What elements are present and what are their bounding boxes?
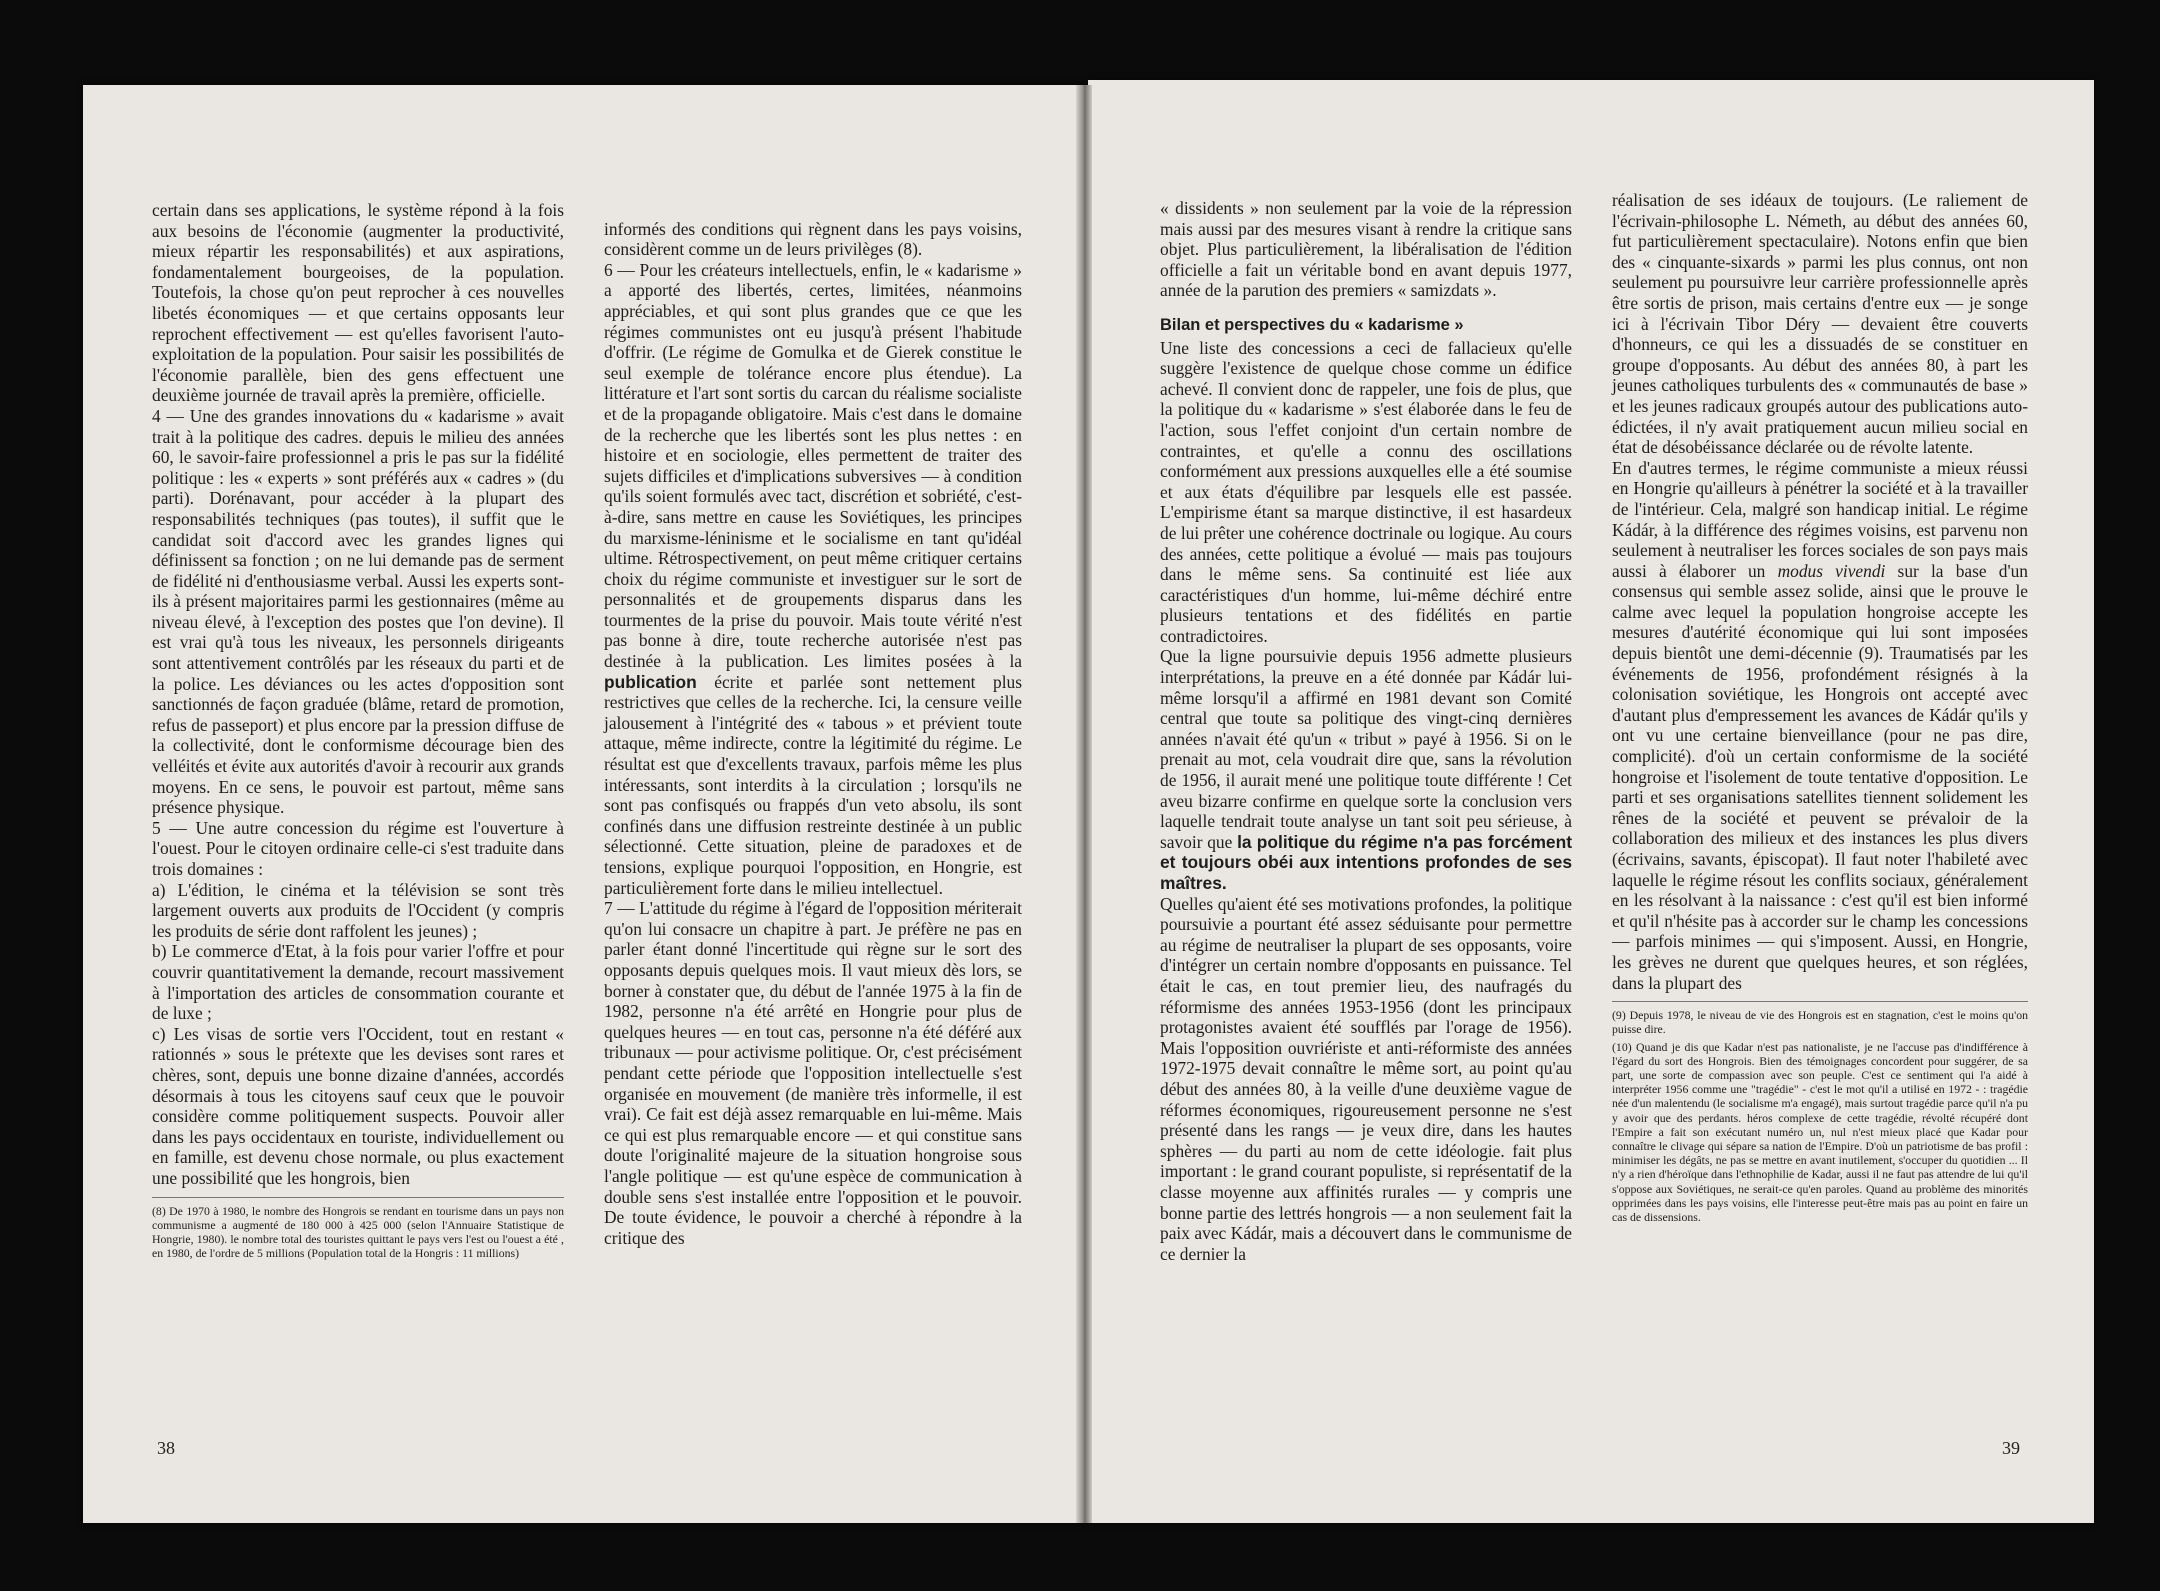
footnote: (9) Depuis 1978, le niveau de vie des Hongrois est en stagnation, c'est le moins qu'on puisse dire. [1612, 1008, 2028, 1037]
footnotes [152, 1197, 564, 1261]
book-gutter [1076, 85, 1092, 1523]
paragraph: c) Les visas de sortie vers l'Occident, tout en restant « rationnés » sous le prétexte que les devises sont rares et chères, sont, depuis une bonne dizaine d'années, accordés désormais à tous les citoyens sauf ceux que le pouvoir considère comme politiquement suspects. Pouvoir aller dans les pays occidentaux en touriste, individuellement ou en famille, est devenu chose normale, ou plus exactement une possibilité que les hongrois, bien [152, 1023, 564, 1188]
text-run: sur la base d'un consensus qui semble assez solide, ainsi que le prouve le calme avec lequel la population hongroise accepte les mesures d'autérité économique qui lui sont imposées depuis bientôt une demi-décennie (9). Traumatisés par les événements de 1956, profondément résignés à la colonisation soviétique, les Hongrois ont accepté avec d'autant plus d'empressement les avances de Kádár qu'ils y ont vu une certaine bienveillance (pour ne pas dire, complicité). d'où un certain conformisme de la société hongroise et l'isolement de toute tentative d'opposition. Le parti et ses organisations satellites tiennent solidement les rênes de la société et peuvent se prévaloir de la collaboration des milieux et des instances les plus divers (écrivains, savants, épiscopat). Il faut noter l'habileté avec laquelle le régime résout les conflits sociaux, généralement en les résolvant à la naissance : c'est qu'il est bien informé et qu'il n'hésite pas à accorder sur le champ les concessions — parfois minimes — qui s'imposent. Aussi, en Hongrie, les grèves ne durent que quelques heures, et son réglées, dans la plupart des [1612, 560, 2028, 993]
paragraph [1160, 646, 1572, 893]
page-number-left: 38 [157, 1438, 175, 1458]
paragraph: a) L'édition, le cinéma et la télévision se sont très largement ouverts aux produits de l'Occident (y compris les produits de série dont raffolent les jeunes) ; [152, 879, 564, 941]
paragraph: réalisation de ses idéaux de toujours. (Le raliement de l'écrivain-philosophe L. Németh, au début des années 60, fut particulièrement spectaculaire). Notons enfin que bien des « cinquante-sixards » parmi les plus connus, ont non seulement pu poursuivre leur carrière professionnelle après être sortis de prison, mais certains d'entre eux — je songe ici à l'écrivain Tibor Déry — devaient être couverts d'honneurs, ce qui les a dissuadés de se constituer en groupe d'opposants. Au début des années 80, à part les jeunes catholiques turbulents des « communautés de base » et les jeunes radicaux groupés autour des publications auto-édictées, il n'y avait pratiquement aucun milieu social en état de désobéissance déclarée ou de révolte latente. [1612, 190, 2028, 458]
paragraph [604, 219, 1022, 1249]
bold-term: publication [604, 671, 697, 692]
paragraph: 4 — Une des grandes innovations du « kadarisme » avait trait à la politique des cadres. depuis le milieu des années 60, le savoir-faire professionnel a pris le pas sur la fidélité politique : les « experts » sont préférés aux « cadres » (du parti). Dorénavant, pour accéder à la plupart des responsabilités techniques (pas toutes), il suffit que le candidat soit d'accord avec les grandes lignes qui définissent sa fonction ; on ne lui demande pas de serment de fidélité ni d'enthousiasme verbal. Aussi les experts sont-ils à présent majoritaires parmi les gestionnaires (même au niveau élevé, à l'exception des postes que l'on devine). Il est vrai qu'à tous les niveaux, les personnels dirigeants sont attentivement contrôlés par les réseaux du parti et de la police. Les déviances ou les actes d'opposition sont sanctionnés de façon graduée (blâme, retard de promotion, refus de passeport) et plus encore par la pression diffuse de la collectivité, dont le conformisme décourage bien des velléités et évite aux autorités d'avoir à recourir aux grands moyens. En ce sens, le pouvoir est partout, même sans présence physique. [152, 405, 564, 818]
footnotes [1612, 1001, 2028, 1224]
paragraph: « dissidents » non seulement par la voie de la répression mais aussi par des mesures visant à rendre la critique sans objet. Plus particulièrement, la libéralisation de l'édition officielle a fait un véritable bond en avant depuis 1977, année de la parution des premiers « samizdats ». [1160, 198, 1572, 301]
footnote: (8) De 1970 à 1980, le nombre des Hongrois se rendant en tourisme dans un pays non communisme a augmenté de 180 000 à 425 000 (selon l'Annuaire Statistique de Hongrie, 1980). le nombre total des touristes quittant le pays vers l'est ou l'ouest a été , en 1980, de l'ordre de 5 millions (Population total de la Hongris : 11 millions) [152, 1203, 564, 1261]
paragraph: b) Le commerce d'Etat, à la fois pour varier l'offre et pour couvrir quantitativement la demande, recourt massivement à l'importation des articles de consommation courante et de luxe ; [152, 941, 564, 1024]
paragraph [1612, 458, 2028, 993]
footnote: (10) Quand je dis que Kadar n'est pas nationaliste, je ne l'accuse pas d'indifférence à l'égard du sort des Hongrois. Bien des témoignages concordent pour suggérer, de sa part, une sorte de compassion avec son peuple. C'est ce sentiment qui l'a aidé à interpréter 1956 comme une "tragédie" - c'est le mot qu'il a utilisé en 1972 - : tragédie née d'un malentendu (le socialisme m'a engagé), mais surtout tragédie parce qu'il n'a pu y avoir que des perdants. héros complexe de cette tragédie, révolté récupéré dont l'Empire a fait son exécutant numéro un, nul n'est mieux placé que Kadar pour connaître le clivage qui sépare sa nation de l'Empire. D'où un patriotisme de bas profil : minimiser les dégâts, ne pas se mettre en avant inutilement, s'occuper du quotidien ... Il n'y a rien d'héroïque dans l'ethnophilie de Kadar, aussi il ne faut pas attendre de lui qu'il s'oppose aux Soviétiques, ne serait-ce qu'en paroles. Quand au problème des minorités opprimées dans les pays voisins, elle l'interesse peut-être mais pas au point en faire un cas de dissensions. [1612, 1039, 2028, 1224]
right-page-column-1 [1160, 198, 1572, 1264]
paragraph: Quelles qu'aient été ses motivations profondes, la politique poursuivie a pourtant été assez séduisante pour permettre au régime de neutraliser la plupart de ses opposants, voire d'intégrer un certain nombre d'opposants en puissance. Tel était le cas, en tout premier lieu, des naufragés du réformisme des années 1953-1956 (dont les principaux protagonistes avaient été soufflés par l'orage de 1956). Mais l'opposition ouvriériste et anti-réformiste des années 1972-1975 devait connaître le même sort, au point qu'au début des années 80, à la veille d'une deuxième vague de réformes économiques, rigoureusement personne ne s'est présenté dans les rangs — je veux dire, dans les hautes sphères — du parti au nom de cette idéologie. fait plus important : le grand courant populiste, si représentatif de la classe moyenne aux affinités rurales — y compris une bonne partie des lettrés hongrois — a non seulement fait la paix avec Kádár, mais a découvert dans le communisme de ce dernier la [1160, 893, 1572, 1264]
left-page-column-1 [152, 200, 564, 1263]
text-run: Que la ligne poursuivie depuis 1956 admette plusieurs interprétations, la preuve en a été donnée par Kádár lui-même lorsqu'il a affirmé en 1981 devant son Comité central que toute sa politique des vingt-cinq dernières années n'avait été qu'un « tribut » payé à 1956. Si on le prenait au mot, cela voudrait dire que, sans la révolution de 1956, il aurait mené une politique toute différente ! Cet aveu bizarre confirme en quelque sorte la conclusion vers laquelle tendrait toute analyse un tant soit peu sérieuse, à savoir que [1160, 646, 1572, 852]
text-run: écrite et parlée sont nettement plus restrictives que celles de la recherche. Ici, la censure veille jalousement à l'intégrité des « tabous » et prévient toute attaque, même indirecte, contre la légitimité du régime. Le résultat est que d'excellents travaux, parfois même les plus intéressants, sont interdits à la circulation ; lorsqu'ils ne sont pas confisqués ou frappés d'un veto absolu, ils sont confinés dans une diffusion restreinte destinée à un public sélectionné. Cette situation, pleine de paradoxes et de tensions, explique pourquoi l'opposition, en Hongrie, est particulièrement forte dans le milieu intellectuel. 7 — L'attitude du régime à l'égard de l'opposition mériterait qu'on lui consacre un chapitre à part. Je préfère ne pas en parler étant donné l'incertitude qui règne sur le sort des opposants depuis quelques mois. Il vaut mieux dès lors, se borner à constater que, du début de l'année 1975 à la fin de 1982, personne n'a été arrêté en Hongrie pour plus de quelques heures — en tout cas, personne n'a été déféré aux tribunaux — pour activisme politique. Or, c'est précisément pendant cette période que l'opposition intellectuelle s'est organisée en mouvement (de manière très informelle, il est vrai). Ce fait est déjà assez remarquable en lui-même. Mais ce qui est plus remarquable encore — et qui constitue sans doute l'originalité majeure de la situation hongroise sous l'angle politique — est qu'une espèce de communication à double sens s'est installée entre l'opposition et le pouvoir. De toute évidence, le pouvoir a cherché à répondre à la critique des [604, 671, 1022, 1248]
italic-term: modus vivendi [1777, 560, 1886, 581]
left-page-column-2 [604, 198, 1022, 1269]
text-run: informés des conditions qui règnent dans les pays voisins, considèrent comme un de leurs privilèges (8). 6 — Pour les créateurs intellectuels, enfin, le « kadarisme » a apporté des libertés, certes, limitées, néanmoins appréciables, et qui sont plus grandes que ce que les régimes communistes ont eu jusqu'à présent l'habitude d'offrir. (Le régime de Gomulka et de Gierek constitue le seul exemple de tolérance encore plus étendue). La littérature et l'art sont sortis du carcan du réalisme socialiste et de la propagande obligatoire. Mais c'est dans le domaine de la recherche que les libertés sont les plus nettes : en histoire et en sociologie, elles permettent de traiter des sujets difficiles et d'implications subversives — à condition qu'ils soient formulés avec tact, discrétion et sobriété, c'est-à-dire, sans mettre en cause les Soviétiques, les principes du marxisme-léninisme et le socialisme en tant qu'idéal ultime. Rétrospectivement, on peut même critiquer certains choix du régime communiste et investiguer sur le sort de personnalités et de groupements disparus dans les tourmentes de la prise du pouvoir. Mais toute vérité n'est pas bonne à dire, toute recherche autorisée n'est pas destinée à la publication. Les limites posées à la [604, 218, 1022, 672]
paragraph: Une liste des concessions a ceci de fallacieux qu'elle suggère l'existence de quelque chose comme un édifice achevé. Il convient donc de rappeler, une fois de plus, que la politique du « kadarisme » s'est élaborée dans le feu de l'action, sous l'effet conjoint d'un certain nombre de contraintes, et qu'elle a connu des oscillations conformément aux pressions auxquelles elle a été soumise et aux états d'équilibre par lesquels elle est passée. L'empirisme étant sa marque distinctive, il est hasardeux de lui prêter une cohérence doctrinale ou logique. Au cours des années, cette politique a évolué — mais pas toujours dans le même sens. Sa continuité est liée aux caractéristiques d'un homme, lui-même déchiré entre plusieurs tentations et des fidélités en partie contradictoires. [1160, 337, 1572, 646]
text-run: En d'autres termes, le régime communiste a mieux réussi en Hongrie qu'ailleurs à pénétrer la société et à la travailler de l'intérieur. Cela, malgré son handicap initial. Le régime Kádár, à la différence des régimes voisins, est parvenu non seulement à neutraliser les forces sociales de son pays mais aussi à élaborer un [1612, 457, 2028, 581]
paragraph: 5 — Une autre concession du régime est l'ouverture à l'ouest. Pour le citoyen ordinaire celle-ci s'est traduite dans trois domaines : [152, 817, 564, 879]
section-heading: Bilan et perspectives du « kadarisme » [1160, 315, 1464, 334]
page-number-right: 39 [2002, 1438, 2020, 1458]
right-page-column-2 [1612, 190, 2028, 1227]
bold-statement: la politique du régime n'a pas forcément et toujours obéi aux intentions profondes de ses maîtres. [1160, 831, 1572, 893]
paragraph: certain dans ses applications, le système répond à la fois aux besoins de l'économie (augmenter la productivité, mieux répartir les responsabilités) et aux aspirations, fondamentalement bourgeoises, de la population. Toutefois, la chose qu'on peut reprocher à ces nouvelles libetés économiques — et que certains opposants leur reprochent effectivement — est qu'elles favorisent l'auto-exploitation de la population. Pour saisir les possibilités de l'économie parallèle, bien des gens effectuent une deuxième journée de travail après la première, officielle. [152, 200, 564, 406]
